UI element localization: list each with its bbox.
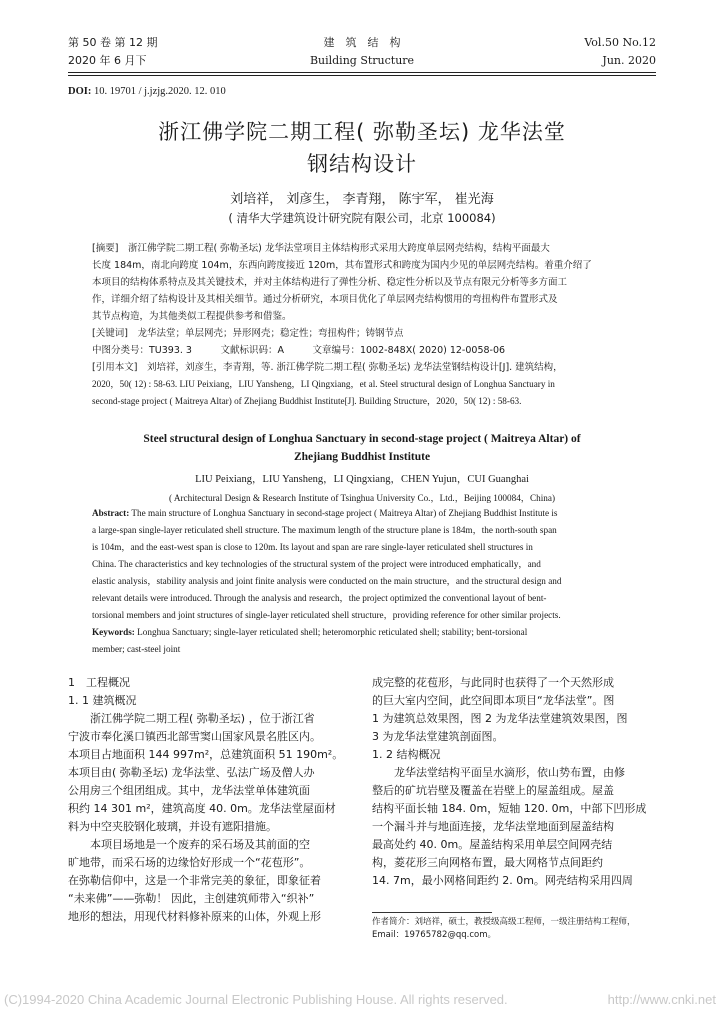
body-line: 构，菱花形三向网格布置，最大网格节点间距约 — [372, 856, 603, 869]
body-right-column — [372, 674, 656, 890]
body-line: 3 为龙华法堂建筑剖面图。 — [372, 730, 504, 743]
abstract-zh-line: 作，详细介绍了结构设计及其相关细节。通过分析研究，本项目优化了单层网壳结构惯用的弯扭构件布置形式及 — [92, 294, 558, 305]
abstract-zh-line: 浙江佛学院二期工程( 弥勒圣坛) 龙华法堂项目主体结构形式采用大跨度单层网壳结构，结构平面最大 — [127, 243, 550, 254]
body-line: 旷地带，而采石场的边缘恰好形成一个“花苞形”。 — [68, 856, 311, 869]
abstract-en-line: elastic analysis，stability analysis and joint finite analysis were conducted on the main structure，and the structural design and — [92, 576, 562, 586]
body-line: 本项目由( 弥勒圣坛) 龙华法堂、弘法广场及僧人办 — [68, 766, 315, 779]
abstract-en-line: China. The characteristics and key technologies of the structural system of the project were introduced emphatically，and — [92, 559, 541, 569]
citation-line: 2020，50( 12) : 58-63. LIU Peixiang，LIU Yansheng，LI Qingxiang，et al. Steel structural design of Longhua Sanctuary in — [92, 379, 555, 389]
affiliation-en: ( Architectural Design & Research Institute of Tsinghua University Co.，Ltd.，Beijing 100084，China) — [168, 493, 556, 503]
body-line: 的巨大室内空间，此空间即本项目“龙华法堂”。图 — [372, 694, 615, 707]
cnki-link[interactable]: http://www.cnki.net — [607, 992, 716, 1007]
journal-volume-issue: 第 50 卷 第 12 期 — [68, 36, 158, 49]
doi-value: 10. 19701 / j.jzjg.2020. 12. 010 — [93, 86, 226, 97]
section-heading: 1 工程概况 — [68, 676, 130, 689]
subsection-heading: 1. 2 结构概况 — [372, 748, 441, 761]
abstract-en — [92, 505, 658, 658]
body-line: 料为中空夹胶钢化玻璃，并设有遮阳措施。 — [68, 820, 277, 833]
header-rule — [68, 72, 656, 73]
body-line: 一个漏斗并与地面连接，龙华法堂地面到屋盖结构 — [372, 820, 614, 833]
keywords-zh-label: [关键词] — [92, 328, 128, 339]
keywords-zh: 龙华法堂；单层网壳；异形网壳；稳定性；弯扭构件；铸钢节点 — [137, 328, 404, 339]
abstract-zh-line: 长度 184m，南北向跨度 104m，东西向跨度接近 120m，其布置形式和跨度为国内少见的单层网壳结构。着重介绍了 — [92, 260, 592, 271]
body-line: 最高处约 40. 0m。屋盖结构采用单层空间网壳结 — [372, 838, 613, 851]
body-line: 本项目场地是一个废弃的采石场及其前面的空 — [90, 838, 310, 851]
body-left-column — [68, 674, 352, 926]
abstract-zh-line: 其节点构造，为其他类似工程提供参考和借鉴。 — [92, 311, 292, 322]
body-line: 本项目占地面积 144 997m²，总建筑面积 51 190m²。 — [68, 748, 344, 761]
page-title-line1: 浙江佛学院二期工程( 弥勒圣坛) 龙华法堂 — [158, 120, 566, 144]
abstract-zh-label: [摘要] — [92, 243, 119, 254]
body-line: 公用房三个组团组成。其中，龙华法堂单体建筑面 — [68, 784, 310, 797]
abstract-en-line: a large-span single-layer reticulated shell structure. The maximum length of the structure plane is 184m，the north-south span — [92, 525, 557, 535]
header-rule-thin — [68, 75, 656, 76]
abstract-en-line: relevant details were introduced. Through the analysis and research，the project optimized the conventional layout of bent- — [92, 593, 547, 603]
english-title-line2: Zhejiang Buddhist Institute — [293, 451, 431, 463]
abstract-en-label: Abstract: — [92, 508, 130, 518]
footnote-author: 作者简介：刘培祥，硕士，教授级高级工程师，一级注册结构工程师， — [372, 917, 636, 927]
doi — [68, 86, 226, 97]
body-line: 在弥勒信仰中，这是一个非常完美的象征，即象征着 — [68, 874, 321, 887]
footnote-email: Email：19765782@qq.com。 — [372, 930, 496, 940]
footnote-rule — [372, 912, 492, 913]
abstract-zh-line: 本项目的结构体系特点及其关键技术，并对主体结构进行了弹性分析、稳定性分析以及节点有限元分析等多方面工 — [92, 277, 568, 288]
body-line: 地形的想法，用现代材料修补原来的山体，外观上形 — [68, 910, 321, 923]
abstract-en-line: The main structure of Longhua Sanctuary in second-stage project ( Maitreya Altar) of Zhejiang Buddhist Institute is — [131, 508, 558, 518]
abstract-en-line: torsional members and joint structures of single-layer reticulated shell structure，providing reference for other similar projects. — [92, 610, 561, 620]
english-title-line1: Steel structural design of Longhua Sanctuary in second-stage project ( Maitreya Altar) of — [143, 433, 581, 445]
body-line: 整后的矿坑岩壁及覆盖在岩壁上的屋盖组成。屋盖 — [372, 784, 614, 797]
keywords-en: Longhua Sanctuary; single-layer reticulated shell; heteromorphic reticulated shell; stability; bent-torsional — [137, 627, 528, 637]
citation-line: 刘培祥，刘彦生，李青翔，等. 浙江佛学院二期工程( 弥勒圣坛) 龙华法堂钢结构设计[J]. 建筑结构， — [146, 362, 563, 373]
citation-label: [引用本文] — [92, 362, 138, 373]
journal-name-en: Building Structure — [309, 54, 415, 67]
body-line: 浙江佛学院二期工程( 弥勒圣坛) ，位于浙江省 — [90, 712, 315, 725]
journal-date: 2020 年 6 月下 — [68, 54, 147, 67]
body-line: 成完整的花苞形，与此同时也获得了一个天然形成 — [372, 676, 614, 689]
doi-label: DOI: — [68, 86, 92, 97]
keywords-en-line2: member; cast-steel joint — [92, 644, 181, 654]
abstract-en-line: is 104m，and the east-west span is close to 120m. Its layout and span are rare single-layer reticulated shell structures in — [92, 542, 533, 552]
journal-volume-en: Vol.50 No.12 — [584, 36, 656, 49]
abstract-zh — [92, 240, 652, 410]
body-line: “未来佛”——弥勒！ 因此，主创建筑师带入“织补” — [68, 892, 315, 905]
affiliation-zh: ( 清华大学建筑设计研究院有限公司，北京 100084) — [228, 211, 496, 225]
page-title-line2: 钢结构设计 — [307, 152, 417, 176]
classification-line: 中图分类号：TU393. 3 文献标识码：A 文章编号：1002-848X( 2020) 12-0058-06 — [92, 345, 506, 356]
body-line: 宁波市奉化溪口镇西北部雪窦山国家风景名胜区内。 — [68, 730, 321, 743]
keywords-en-label: Keywords: — [92, 627, 135, 637]
body-line: 龙华法堂结构平面呈水滴形，依山势布置，由修 — [394, 766, 625, 779]
body-line: 结构平面长轴 184. 0m，短轴 120. 0m，中部下凹形成 — [372, 802, 647, 815]
authors-zh: 刘培祥， 刘彦生， 李青翔， 陈宇军， 崔光海 — [230, 192, 494, 207]
body-line: 14. 7m，最小网格间距约 2. 0m。网壳结构采用四周 — [372, 874, 633, 887]
copyright-watermark: (C)1994-2020 China Academic Journal Electronic Publishing House. All rights reserved. — [4, 992, 508, 1007]
journal-date-en: Jun. 2020 — [602, 54, 656, 67]
body-line: 1 为建筑总效果图，图 2 为龙华法堂建筑效果图，图 — [372, 712, 628, 725]
citation-line: second-stage project ( Maitreya Altar) of Zhejiang Buddhist Institute[J]. Building Structure，2020，50( 12) : 58-63. — [92, 396, 522, 406]
subsection-heading: 1. 1 建筑概况 — [68, 694, 137, 707]
authors-en: LIU Peixiang，LIU Yansheng，LI Qingxiang，CHEN Yujun，CUI Guanghai — [195, 474, 529, 485]
journal-name-zh: 建 筑 结 构 — [323, 36, 401, 49]
body-line: 积约 14 301 m²，建筑高度 40. 0m。龙华法堂屋面材 — [68, 802, 336, 815]
footnote — [372, 916, 656, 942]
